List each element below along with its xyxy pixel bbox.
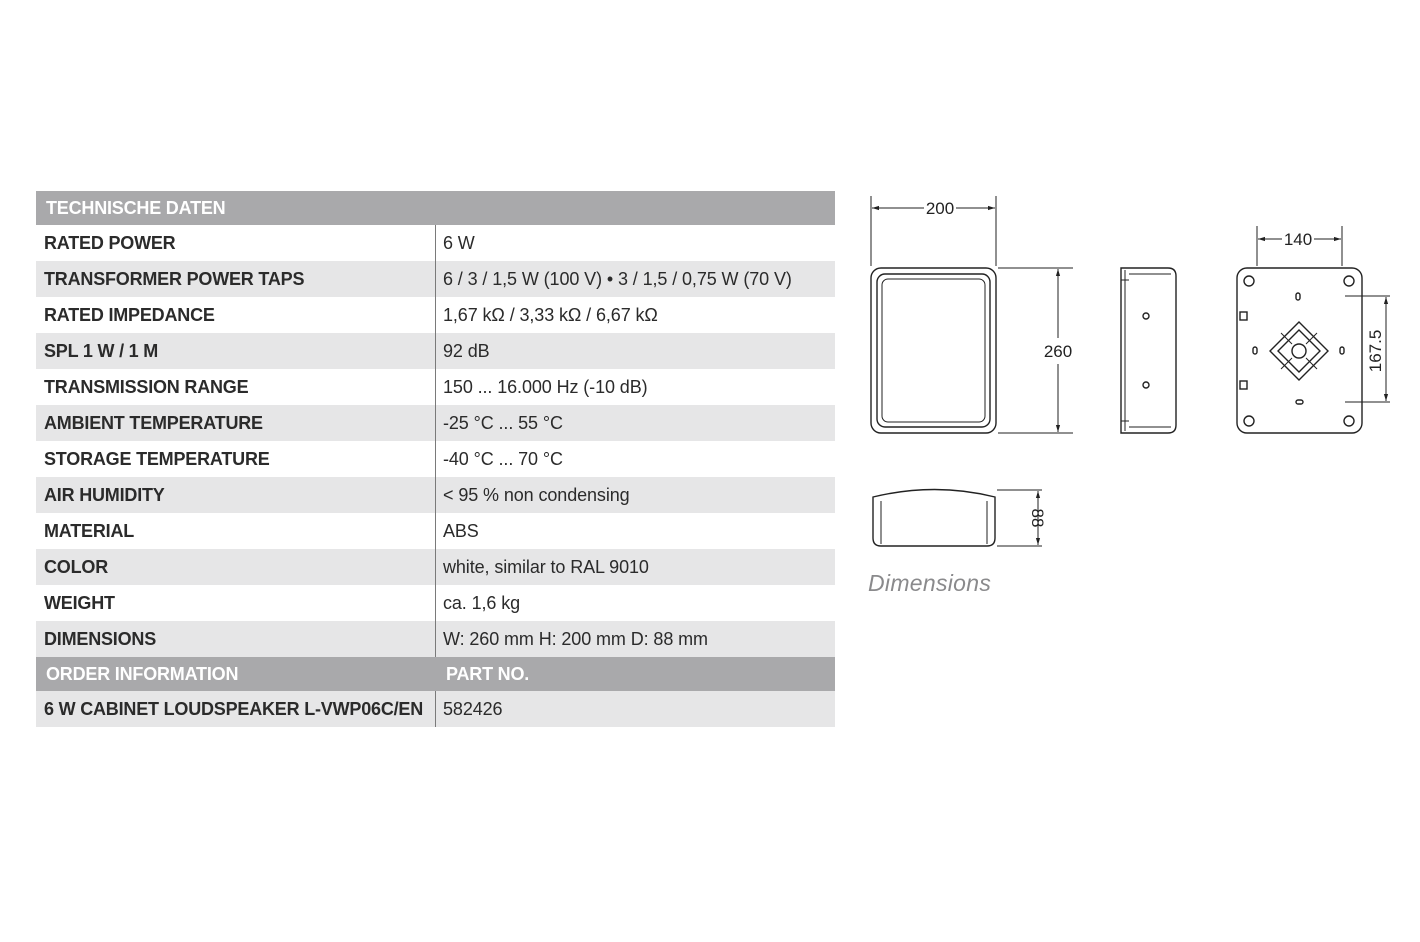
dim-mount-width-label: 140 (1283, 230, 1313, 249)
dim-mount-height-label: 167.5 (1366, 329, 1385, 373)
row-label: RATED POWER (36, 225, 436, 261)
part-no-heading: PART NO. (436, 657, 836, 691)
row-value: W: 260 mm H: 200 mm D: 88 mm (436, 621, 836, 657)
row-label: TRANSFORMER POWER TAPS (36, 261, 436, 297)
dim-height-label: 260 (1043, 342, 1073, 361)
row-label: AIR HUMIDITY (36, 477, 436, 513)
table-header-title: TECHNISCHE DATEN (36, 191, 835, 225)
row-label: AMBIENT TEMPERATURE (36, 405, 436, 441)
part-number: 582426 (436, 691, 836, 727)
row-label: MATERIAL (36, 513, 436, 549)
row-value: -25 °C ... 55 °C (436, 405, 836, 441)
row-value: 1,67 kΩ / 3,33 kΩ / 6,67 kΩ (443, 304, 658, 325)
front-view (871, 196, 1073, 433)
row-value: -40 °C ... 70 °C (443, 448, 563, 469)
side-view (1121, 268, 1176, 433)
row-value: ca. 1,6 kg (443, 592, 521, 613)
row-label: STORAGE TEMPERATURE (36, 441, 436, 477)
row-label: WEIGHT (36, 585, 436, 621)
row-label: DIMENSIONS (36, 621, 436, 657)
row-value: 6 W (443, 232, 475, 253)
row-value: ABS (443, 520, 479, 541)
row-value: 150 ... 16.000 Hz (-10 dB) (443, 376, 648, 397)
order-info-heading: ORDER INFORMATION (36, 657, 436, 691)
row-label: TRANSMISSION RANGE (36, 369, 436, 405)
row-label: COLOR (36, 549, 436, 585)
dimensions-caption: Dimensions (868, 570, 992, 596)
top-view (873, 490, 1042, 547)
row-value: 6 / 3 / 1,5 W (100 V) • 3 / 1,5 / 0,75 W (70 V) (436, 261, 836, 297)
back-view (1237, 226, 1390, 433)
row-value: < 95 % non condensing (436, 477, 836, 513)
row-value: white, similar to RAL 9010 (436, 549, 836, 585)
row-label: RATED IMPEDANCE (36, 297, 436, 333)
row-value: 92 dB (436, 333, 836, 369)
dim-depth-label: 88 (1028, 508, 1047, 528)
product-name: 6 W CABINET LOUDSPEAKER L-VWP06C/EN (36, 691, 436, 727)
row-label: SPL 1 W / 1 M (36, 333, 436, 369)
dim-width-label: 200 (925, 199, 955, 218)
